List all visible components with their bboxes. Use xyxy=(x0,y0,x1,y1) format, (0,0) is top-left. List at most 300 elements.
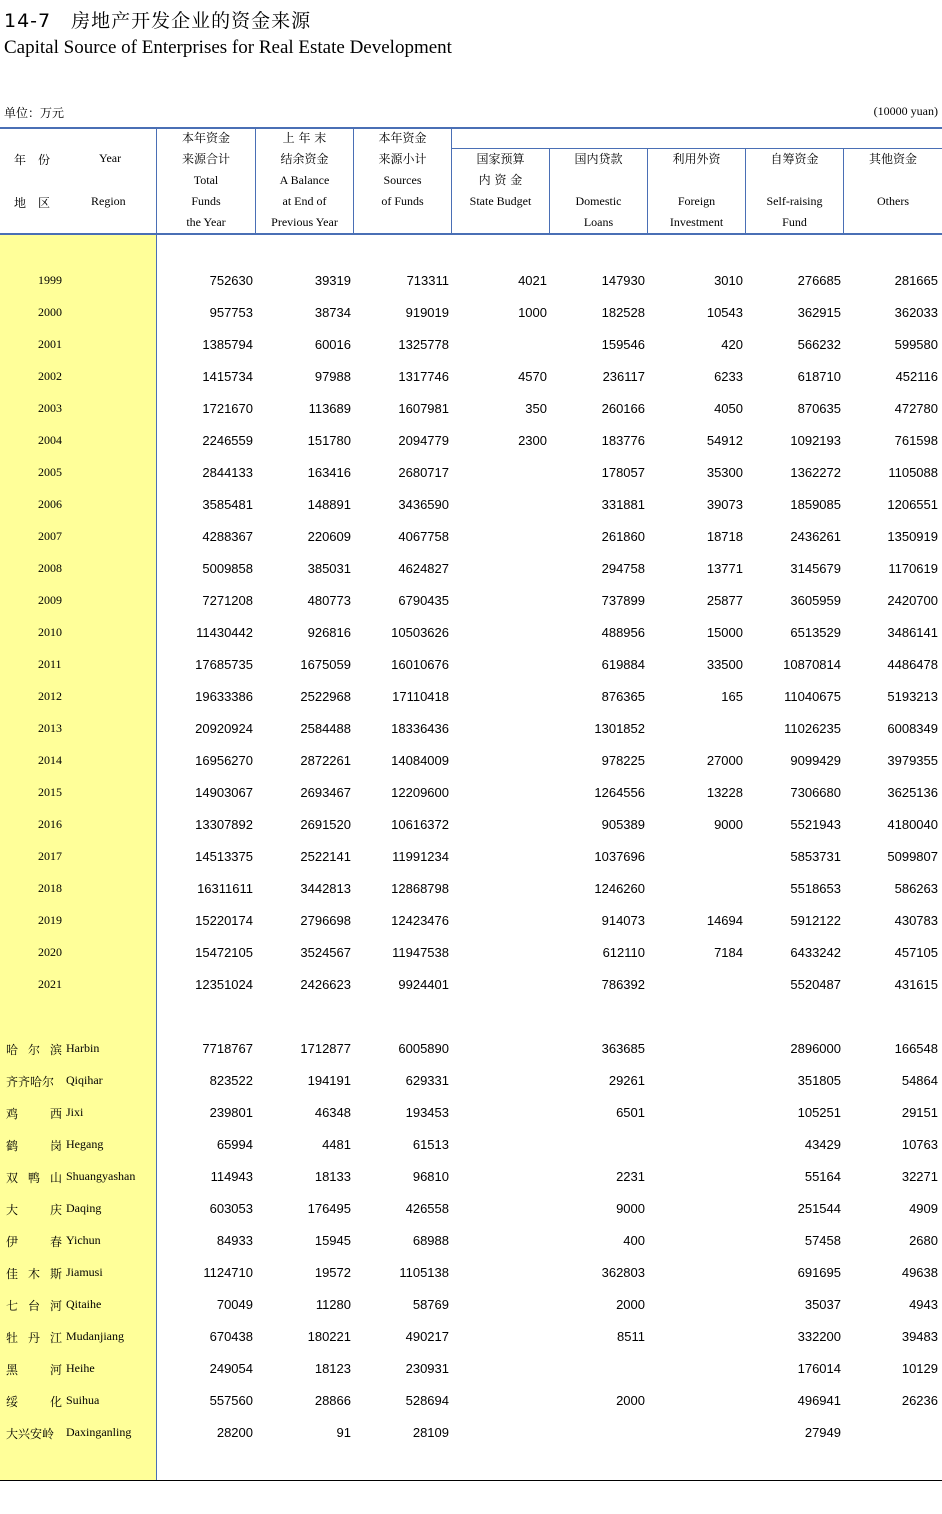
value-cell: 15945 xyxy=(314,1233,351,1248)
value-cell: 18718 xyxy=(706,529,743,544)
column-header-line: 自筹资金 xyxy=(770,152,819,166)
column-header-line: of Funds xyxy=(381,194,424,208)
column-header-line: at End of xyxy=(282,194,327,208)
value-cell: 1206551 xyxy=(887,497,938,512)
value-cell: 4570 xyxy=(518,369,547,384)
value-cell: 113689 xyxy=(308,401,351,416)
region-name-en: Heihe xyxy=(66,1361,95,1375)
value-cell: 5193213 xyxy=(887,689,938,704)
year-label: 2006 xyxy=(38,497,62,511)
value-cell: 490217 xyxy=(405,1329,449,1344)
value-cell: 1675059 xyxy=(300,657,351,672)
year-label: 2019 xyxy=(38,913,62,927)
value-cell: 957753 xyxy=(209,305,253,320)
value-cell: 1350919 xyxy=(887,529,938,544)
region-name-en: Qitaihe xyxy=(66,1297,102,1311)
value-cell: 430783 xyxy=(894,913,938,928)
value-cell: 5521943 xyxy=(790,817,841,832)
year-label: 2015 xyxy=(38,785,62,799)
value-cell: 761598 xyxy=(894,433,938,448)
region-row xyxy=(0,1041,942,1073)
page-title-cn: 14-7 房地产开发企业的资金来源 xyxy=(4,10,312,32)
year-row xyxy=(0,977,942,1009)
value-cell: 10503626 xyxy=(391,625,449,640)
region-row xyxy=(0,1201,942,1233)
column-header-line: Investment xyxy=(669,215,724,229)
year-label: 2018 xyxy=(38,881,62,895)
column-header-line: 来源合计 xyxy=(181,152,230,166)
column-header-line: the Year xyxy=(186,215,226,229)
value-cell: 919019 xyxy=(405,305,449,320)
value-cell: 193453 xyxy=(405,1105,449,1120)
value-cell: 5009858 xyxy=(202,561,253,576)
value-cell: 786392 xyxy=(601,977,645,992)
region-row xyxy=(0,1425,942,1457)
value-cell: 2426623 xyxy=(300,977,351,992)
value-cell: 2522968 xyxy=(300,689,351,704)
value-cell: 18133 xyxy=(314,1169,351,1184)
year-row xyxy=(0,753,942,785)
value-cell: 178057 xyxy=(601,465,645,480)
value-cell: 4909 xyxy=(909,1201,938,1216)
value-cell: 557560 xyxy=(209,1393,253,1408)
column-header-line: 国家预算 xyxy=(476,152,525,166)
region-row xyxy=(0,1329,942,1361)
value-cell: 1607981 xyxy=(398,401,449,416)
year-row xyxy=(0,305,942,337)
value-cell: 5853731 xyxy=(790,849,841,864)
year-row xyxy=(0,529,942,561)
value-cell: 6501 xyxy=(616,1105,645,1120)
region-name-cn: 哈尔滨 xyxy=(6,1043,62,1057)
year-row xyxy=(0,785,942,817)
value-cell: 1124710 xyxy=(203,1265,253,1280)
value-cell: 61513 xyxy=(412,1137,449,1152)
value-cell: 5912122 xyxy=(790,913,841,928)
value-cell: 2231 xyxy=(616,1169,645,1184)
region-name-cn: 齐齐哈尔 xyxy=(6,1075,55,1089)
column-header-line: Others xyxy=(877,194,909,208)
value-cell: 1170619 xyxy=(888,561,938,576)
value-cell: 1712877 xyxy=(300,1041,351,1056)
region-name-en: Hegang xyxy=(66,1137,104,1151)
region-name-en: Daxinganling xyxy=(66,1425,132,1439)
stub-region-en: Region xyxy=(91,194,126,208)
value-cell: 363685 xyxy=(601,1041,645,1056)
column-header-line: 其他资金 xyxy=(868,152,917,166)
column-header-line: 本年资金 xyxy=(378,131,427,145)
value-cell: 20920924 xyxy=(195,721,253,736)
value-cell: 4486478 xyxy=(887,657,938,672)
value-cell: 2522141 xyxy=(300,849,351,864)
value-cell: 6233 xyxy=(714,369,743,384)
year-row xyxy=(0,561,942,593)
value-cell: 148891 xyxy=(307,497,351,512)
value-cell: 49638 xyxy=(901,1265,938,1280)
value-cell: 54864 xyxy=(901,1073,938,1088)
region-name-cn: 大兴安岭 xyxy=(6,1427,55,1441)
unit-label-en: (10000 yuan) xyxy=(873,104,938,118)
region-row xyxy=(0,1393,942,1425)
value-cell: 33500 xyxy=(706,657,743,672)
region-name-en: Yichun xyxy=(66,1233,101,1247)
value-cell: 2246559 xyxy=(202,433,253,448)
value-cell: 29151 xyxy=(901,1105,938,1120)
value-cell: 2796698 xyxy=(300,913,351,928)
value-cell: 1859085 xyxy=(790,497,841,512)
value-cell: 914073 xyxy=(601,913,645,928)
year-label: 2001 xyxy=(38,337,62,351)
value-cell: 15220174 xyxy=(195,913,253,928)
year-row xyxy=(0,273,942,305)
year-label: 2011 xyxy=(38,657,62,671)
value-cell: 3436590 xyxy=(398,497,449,512)
region-name-en: Qiqihar xyxy=(66,1073,103,1087)
value-cell: 3605959 xyxy=(790,593,841,608)
value-cell: 16311611 xyxy=(197,881,253,896)
value-cell: 457105 xyxy=(894,945,938,960)
year-label: 1999 xyxy=(38,273,62,287)
value-cell: 13771 xyxy=(706,561,743,576)
value-cell: 420 xyxy=(721,337,743,352)
value-cell: 27949 xyxy=(804,1425,841,1440)
value-cell: 236117 xyxy=(602,369,645,384)
value-cell: 12868798 xyxy=(391,881,449,896)
stub-region-cn: 地 区 xyxy=(14,196,51,210)
value-cell: 472780 xyxy=(894,401,938,416)
column-header-line: Foreign xyxy=(677,194,716,208)
value-cell: 97988 xyxy=(314,369,351,384)
year-label: 2004 xyxy=(38,433,62,447)
year-label: 2016 xyxy=(38,817,62,831)
column-header-line: 国内贷款 xyxy=(574,152,623,166)
region-row xyxy=(0,1073,942,1105)
value-cell: 1325778 xyxy=(398,337,449,352)
value-cell: 13307892 xyxy=(195,817,253,832)
value-cell: 18123 xyxy=(314,1361,351,1376)
value-cell: 2896000 xyxy=(790,1041,841,1056)
year-label: 2000 xyxy=(38,305,62,319)
value-cell: 713311 xyxy=(406,273,449,288)
value-cell: 15000 xyxy=(706,625,743,640)
year-row xyxy=(0,689,942,721)
value-cell: 96810 xyxy=(412,1169,449,1184)
column-header-line: 结余资金 xyxy=(280,152,329,166)
year-row xyxy=(0,593,942,625)
value-cell: 599580 xyxy=(894,337,938,352)
value-cell: 496941 xyxy=(797,1393,841,1408)
value-cell: 18336436 xyxy=(391,721,449,736)
value-cell: 1037696 xyxy=(594,849,645,864)
year-row xyxy=(0,881,942,913)
value-cell: 16956270 xyxy=(195,753,253,768)
value-cell: 26236 xyxy=(901,1393,938,1408)
value-cell: 3145679 xyxy=(790,561,841,576)
column-header-line: Domestic xyxy=(575,194,622,208)
value-cell: 29261 xyxy=(608,1073,645,1088)
year-label: 2009 xyxy=(38,593,62,607)
year-label: 2005 xyxy=(38,465,62,479)
value-cell: 17110418 xyxy=(392,689,449,704)
value-cell: 619884 xyxy=(601,657,645,672)
value-cell: 68988 xyxy=(412,1233,449,1248)
region-name-cn: 牡丹江 xyxy=(6,1331,62,1345)
column-header-line: 来源小计 xyxy=(378,152,427,166)
value-cell: 43429 xyxy=(804,1137,841,1152)
value-cell: 1721670 xyxy=(202,401,253,416)
value-cell: 2693467 xyxy=(300,785,351,800)
year-row xyxy=(0,657,942,689)
value-cell: 4288367 xyxy=(202,529,253,544)
value-cell: 1301852 xyxy=(594,721,645,736)
value-cell: 737899 xyxy=(601,593,645,608)
value-cell: 3625136 xyxy=(887,785,938,800)
year-label: 2008 xyxy=(38,561,62,575)
value-cell: 7271208 xyxy=(202,593,253,608)
year-label: 2007 xyxy=(38,529,62,543)
region-name-cn: 伊春 xyxy=(6,1235,62,1249)
value-cell: 27000 xyxy=(706,753,743,768)
region-name-cn: 鹤岗 xyxy=(6,1139,62,1153)
value-cell: 926816 xyxy=(307,625,351,640)
value-cell: 351805 xyxy=(797,1073,841,1088)
value-cell: 431615 xyxy=(894,977,938,992)
value-cell: 166548 xyxy=(894,1041,938,1056)
year-label: 2021 xyxy=(38,977,62,991)
value-cell: 55164 xyxy=(804,1169,841,1184)
value-cell: 3585481 xyxy=(202,497,253,512)
value-cell: 3524567 xyxy=(300,945,351,960)
value-cell: 2680 xyxy=(909,1233,938,1248)
stub-year-cn: 年 份 xyxy=(14,153,51,167)
value-cell: 54912 xyxy=(706,433,743,448)
value-cell: 1317746 xyxy=(398,369,449,384)
year-row xyxy=(0,945,942,977)
value-cell: 385031 xyxy=(307,561,351,576)
value-cell: 566232 xyxy=(797,337,841,352)
value-cell: 4943 xyxy=(909,1297,938,1312)
value-cell: 1264556 xyxy=(594,785,645,800)
region-name-en: Mudanjiang xyxy=(66,1329,124,1343)
region-name-en: Jixi xyxy=(66,1105,84,1119)
region-name-cn: 黑河 xyxy=(6,1363,62,1377)
year-label: 2020 xyxy=(38,945,62,959)
year-label: 2003 xyxy=(38,401,62,415)
value-cell: 332200 xyxy=(797,1329,841,1344)
value-cell: 261860 xyxy=(601,529,645,544)
region-name-en: Daqing xyxy=(66,1201,102,1215)
value-cell: 35300 xyxy=(706,465,743,480)
year-label: 2012 xyxy=(38,689,62,703)
value-cell: 165 xyxy=(721,689,743,704)
value-cell: 6790435 xyxy=(398,593,449,608)
value-cell: 39319 xyxy=(314,273,351,288)
value-cell: 10129 xyxy=(901,1361,938,1376)
value-cell: 11040675 xyxy=(784,689,841,704)
column-header-line: Self-raising xyxy=(766,194,823,208)
value-cell: 105251 xyxy=(797,1105,841,1120)
region-row xyxy=(0,1297,942,1329)
region-name-cn: 双鸭山 xyxy=(6,1171,62,1185)
value-cell: 1385794 xyxy=(202,337,253,352)
region-name-cn: 大庆 xyxy=(6,1203,62,1217)
value-cell: 91 xyxy=(336,1425,351,1440)
value-cell: 182528 xyxy=(601,305,645,320)
value-cell: 1246260 xyxy=(594,881,645,896)
value-cell: 163416 xyxy=(307,465,351,480)
value-cell: 480773 xyxy=(307,593,351,608)
value-cell: 691695 xyxy=(797,1265,841,1280)
value-cell: 629331 xyxy=(405,1073,449,1088)
value-cell: 147930 xyxy=(601,273,645,288)
value-cell: 84933 xyxy=(216,1233,253,1248)
value-cell: 586263 xyxy=(894,881,938,896)
column-header-line: 本年资金 xyxy=(181,131,230,145)
value-cell: 2420700 xyxy=(887,593,938,608)
header-bottom-rule xyxy=(0,233,942,235)
value-cell: 362915 xyxy=(797,305,841,320)
value-cell: 4050 xyxy=(714,401,743,416)
value-cell: 1415734 xyxy=(202,369,253,384)
stub-year-en: Year xyxy=(99,151,122,165)
value-cell: 39483 xyxy=(901,1329,938,1344)
value-cell: 3979355 xyxy=(887,753,938,768)
value-cell: 2872261 xyxy=(300,753,351,768)
year-row xyxy=(0,401,942,433)
column-header-line: Fund xyxy=(782,215,807,229)
region-name-en: Shuangyashan xyxy=(66,1169,136,1183)
column-header-line: Funds xyxy=(191,194,221,208)
value-cell: 528694 xyxy=(405,1393,449,1408)
region-row xyxy=(0,1169,942,1201)
value-cell: 2436261 xyxy=(790,529,841,544)
value-cell: 70049 xyxy=(216,1297,253,1312)
value-cell: 10870814 xyxy=(783,657,841,672)
value-cell: 2000 xyxy=(616,1393,645,1408)
value-cell: 16010676 xyxy=(391,657,449,672)
year-row xyxy=(0,625,942,657)
value-cell: 6005890 xyxy=(398,1041,449,1056)
region-name-cn: 佳木斯 xyxy=(6,1267,62,1281)
value-cell: 12351024 xyxy=(195,977,253,992)
value-cell: 12423476 xyxy=(391,913,449,928)
value-cell: 39073 xyxy=(706,497,743,512)
column-header-line: Total xyxy=(193,173,219,187)
region-row xyxy=(0,1137,942,1169)
table-bottom-rule xyxy=(0,1480,942,1481)
value-cell: 2691520 xyxy=(300,817,351,832)
value-cell: 7306680 xyxy=(790,785,841,800)
value-cell: 194191 xyxy=(307,1073,351,1088)
value-cell: 6513529 xyxy=(790,625,841,640)
value-cell: 249054 xyxy=(209,1361,253,1376)
year-row xyxy=(0,369,942,401)
value-cell: 876365 xyxy=(601,689,645,704)
column-header-line: 利用外资 xyxy=(672,152,721,166)
region-name-en: Suihua xyxy=(66,1393,100,1407)
value-cell: 260166 xyxy=(601,401,645,416)
value-cell: 35037 xyxy=(804,1297,841,1312)
value-cell: 362033 xyxy=(894,305,938,320)
value-cell: 870635 xyxy=(797,401,841,416)
column-header-line: 内 资 金 xyxy=(478,173,523,187)
value-cell: 8511 xyxy=(617,1329,645,1344)
value-cell: 57458 xyxy=(804,1233,841,1248)
year-row xyxy=(0,849,942,881)
value-cell: 6433242 xyxy=(790,945,841,960)
value-cell: 183776 xyxy=(601,433,645,448)
value-cell: 452116 xyxy=(895,369,938,384)
value-cell: 603053 xyxy=(209,1201,253,1216)
value-cell: 4180040 xyxy=(887,817,938,832)
year-label: 2010 xyxy=(38,625,62,639)
value-cell: 14513375 xyxy=(195,849,253,864)
value-cell: 9000 xyxy=(616,1201,645,1216)
value-cell: 4481 xyxy=(322,1137,351,1152)
value-cell: 32271 xyxy=(901,1169,938,1184)
value-cell: 281665 xyxy=(894,273,938,288)
value-cell: 2094779 xyxy=(398,433,449,448)
region-name-cn: 鸡西 xyxy=(6,1107,62,1121)
value-cell: 10543 xyxy=(706,305,743,320)
value-cell: 6008349 xyxy=(887,721,938,736)
value-cell: 1362272 xyxy=(790,465,841,480)
region-name-en: Harbin xyxy=(66,1041,100,1055)
value-cell: 11026235 xyxy=(784,721,841,736)
column-header-line: Previous Year xyxy=(271,215,338,229)
value-cell: 19633386 xyxy=(195,689,253,704)
value-cell: 1105088 xyxy=(888,465,938,480)
value-cell: 2844133 xyxy=(202,465,253,480)
value-cell: 618710 xyxy=(797,369,841,384)
value-cell: 362803 xyxy=(601,1265,645,1280)
value-cell: 7718767 xyxy=(202,1041,253,1056)
value-cell: 3010 xyxy=(714,273,743,288)
unit-label-cn: 单位：万元 xyxy=(4,106,65,120)
value-cell: 11947538 xyxy=(392,945,449,960)
value-cell: 5518653 xyxy=(790,881,841,896)
value-cell: 159546 xyxy=(601,337,645,352)
value-cell: 331881 xyxy=(601,497,645,512)
column-header-line: State Budget xyxy=(469,194,532,208)
value-cell: 823522 xyxy=(209,1073,253,1088)
value-cell: 4067758 xyxy=(398,529,449,544)
value-cell: 58769 xyxy=(412,1297,449,1312)
region-row xyxy=(0,1361,942,1393)
value-cell: 11430442 xyxy=(196,625,253,640)
year-row xyxy=(0,337,942,369)
value-cell: 11280 xyxy=(315,1297,351,1312)
value-cell: 7184 xyxy=(714,945,743,960)
value-cell: 28200 xyxy=(216,1425,253,1440)
value-cell: 2000 xyxy=(616,1297,645,1312)
region-name-cn: 七台河 xyxy=(6,1299,62,1313)
year-label: 2014 xyxy=(38,753,62,767)
region-name-en: Jiamusi xyxy=(66,1265,103,1279)
year-row xyxy=(0,913,942,945)
year-label: 2017 xyxy=(38,849,62,863)
value-cell: 13228 xyxy=(706,785,743,800)
value-cell: 251544 xyxy=(797,1201,841,1216)
value-cell: 350 xyxy=(525,401,547,416)
year-label: 2002 xyxy=(38,369,62,383)
year-row xyxy=(0,721,942,753)
value-cell: 905389 xyxy=(601,817,645,832)
region-name-cn: 绥化 xyxy=(6,1395,62,1409)
column-header-line: A Balance xyxy=(279,173,330,187)
value-cell: 28866 xyxy=(314,1393,351,1408)
year-row xyxy=(0,817,942,849)
